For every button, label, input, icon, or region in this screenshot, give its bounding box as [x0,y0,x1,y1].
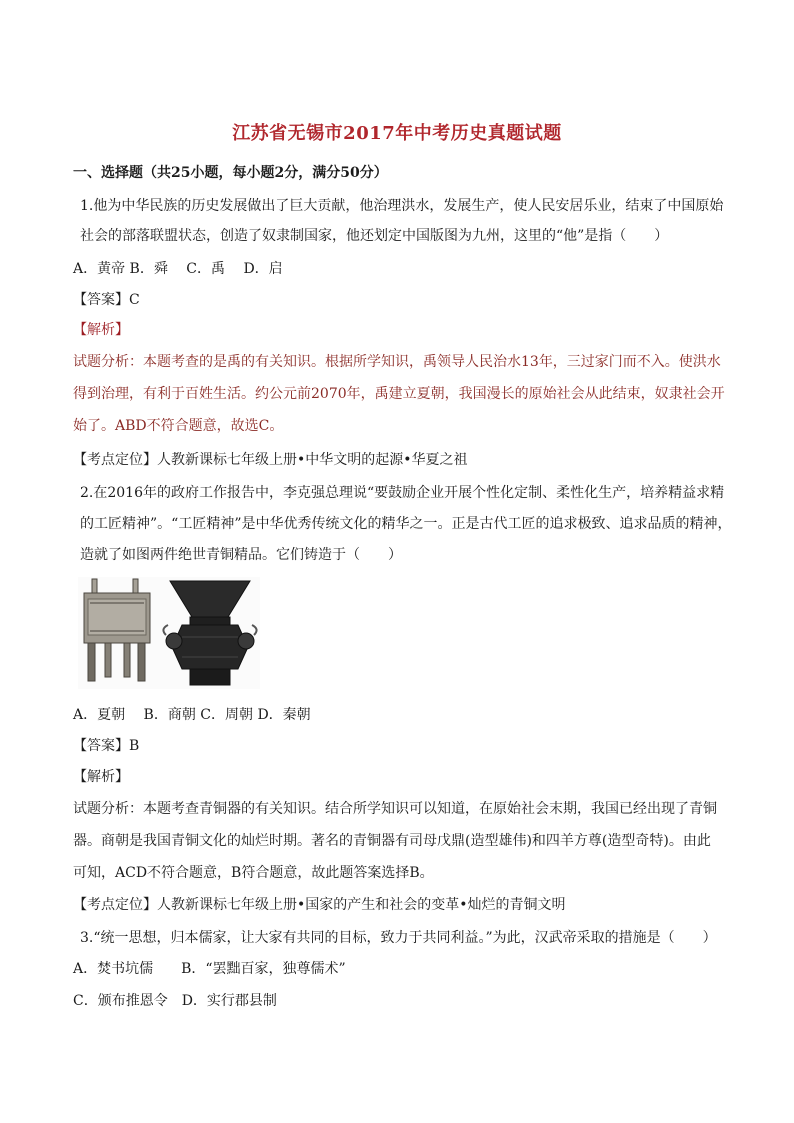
q1-answer: 【答案】C [73,292,140,308]
q2-options: A．夏朝 B．商朝 C．周朝 D．秦朝 [73,707,311,723]
q2-stem-line2: 的工匠精神”。“工匠精神”是中华优秀传统文化的精华之一。正是古代工匠的追求极致、追求品质的精神， [80,516,732,532]
four-ram-zun-image [163,581,256,685]
q2-analysis-line3: 可知，ACD不符合题意，B符合题意，故此题答案选择B。 [73,865,434,881]
q2-stem-line1: 2.在2016年的政府工作报告中，李克强总理说“要鼓励企业开展个性化定制、柔性化生产，培养精益求精 [80,485,725,501]
page-title: 江苏省无锡市2017年中考历史真题试题 [232,123,562,144]
q2-kaodian: 【考点定位】人教新课标七年级上册•国家的产生和社会的变革•灿烂的青铜文明 [73,897,566,913]
q1-options: A．黄帝 B．舜 C．禹 D．启 [73,261,283,277]
q1-analysis-label: 【解析】 [73,322,129,338]
q3-options-line1: A．焚书坑儒 B．“罢黜百家，独尊儒术” [73,961,346,977]
q1-stem-line2: 社会的部落联盟状态，创造了奴隶制国家，他还划定中国版图为九州，这里的“他”是指（ ） [80,228,669,244]
q1-analysis-line1: 试题分析：本题考查的是禹的有关知识。根据所学知识，禹领导人民治水13年，三过家门而不入。使洪水 [73,354,721,370]
q1-stem-line1: 1.他为中华民族的历史发展做出了巨大贡献，他治理洪水，发展生产，使人民安居乐业，结束了中国原始 [80,198,724,214]
bronze-vessels-image [78,577,260,689]
simuwu-ding-image [84,579,150,681]
section-header: 一、选择题（共25小题，每小题2分，满分50分） [73,165,388,181]
q2-analysis-line2: 器。商朝是我国青铜文化的灿烂时期。著名的青铜器有司母戊鼎(造型雄伟)和四羊方尊(造型奇特)。由此 [73,833,711,849]
q3-stem-line1: 3.“统一思想，归本儒家，让大家有共同的目标，致力于共同利益。”为此，汉武帝采取的措施是（ ） [80,930,717,946]
q2-analysis-line1: 试题分析：本题考查青铜器的有关知识。结合所学知识可以知道，在原始社会末期，我国已经出现了青铜 [73,801,717,817]
q1-analysis-line2: 得到治理，有利于百姓生活。约公元前2070年，禹建立夏朝，我国漫长的原始社会从此结束，奴隶社会开 [73,386,725,402]
q1-analysis-line3: 始了。ABD不符合题意，故选C。 [73,418,284,434]
q3-options-line2: C．颁布推恩令 D．实行郡县制 [73,993,277,1009]
q2-answer: 【答案】B [73,738,140,754]
q1-kaodian: 【考点定位】人教新课标七年级上册•中华文明的起源•华夏之祖 [73,452,468,468]
q2-stem-line3: 造就了如图两件绝世青铜精品。它们铸造于（ ） [80,547,402,563]
q2-analysis-label: 【解析】 [73,769,129,785]
